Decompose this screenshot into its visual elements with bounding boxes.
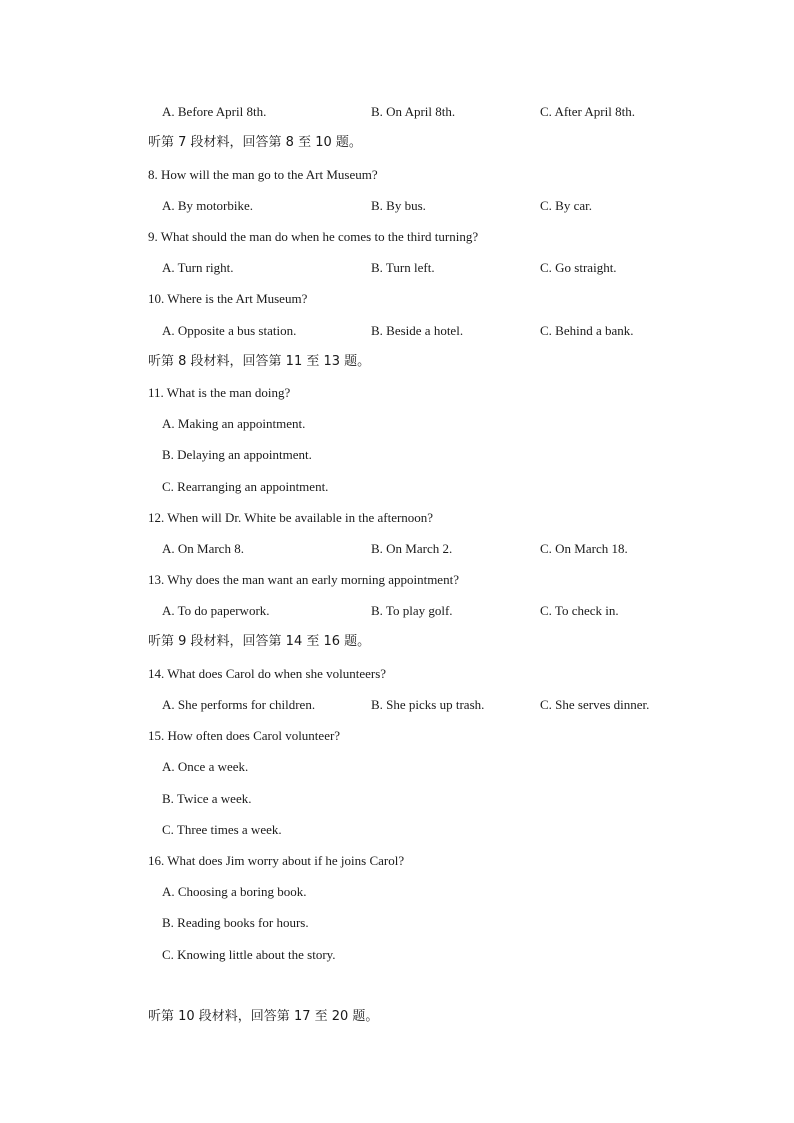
option-b: B. Reading books for hours.: [162, 915, 309, 930]
question-13: 13. Why does the man want an early morning appointment?: [148, 572, 459, 587]
section-heading: 听第 9 段材料，回答第 14 至 16 题。: [148, 634, 371, 649]
question-11: 11. What is the man doing?: [148, 385, 291, 400]
option-b: B. On March 2.: [371, 541, 453, 556]
option-a: A. Choosing a boring book.: [162, 884, 307, 899]
option-b: B. Turn left.: [371, 260, 435, 275]
option-b: B. She picks up trash.: [371, 697, 485, 712]
section-heading: 听第 8 段材料，回答第 11 至 13 题。: [148, 354, 371, 369]
option-c: C. After April 8th.: [540, 104, 635, 119]
option-c: C. To check in.: [540, 603, 619, 618]
option-a: A. Opposite a bus station.: [162, 323, 297, 338]
option-a: A. She performs for children.: [162, 697, 316, 712]
option-c: C. Knowing little about the story.: [162, 947, 336, 962]
question-16: 16. What does Jim worry about if he joins Carol?: [148, 853, 405, 868]
option-c: C. Three times a week.: [162, 822, 282, 837]
question-15: 15. How often does Carol volunteer?: [148, 728, 341, 743]
option-c: C. She serves dinner.: [540, 697, 650, 712]
option-a: A. On March 8.: [162, 541, 244, 556]
option-b: B. By bus.: [371, 198, 426, 213]
option-a: A. Making an appointment.: [162, 416, 306, 431]
option-a: A. Turn right.: [162, 260, 234, 275]
option-b: B. On April 8th.: [371, 104, 456, 119]
question-8: 8. How will the man go to the Art Museum?: [148, 167, 378, 182]
option-c: C. Go straight.: [540, 260, 617, 275]
option-b: B. Delaying an appointment.: [162, 447, 312, 462]
option-c: C. On March 18.: [540, 541, 628, 556]
option-c: C. Rearranging an appointment.: [162, 479, 329, 494]
option-b: B. Twice a week.: [162, 791, 252, 806]
question-9: 9. What should the man do when he comes to the third turning?: [148, 229, 479, 244]
option-a: A. To do paperwork.: [162, 603, 270, 618]
option-a: A. Before April 8th.: [162, 104, 267, 119]
option-b: B. Beside a hotel.: [371, 323, 464, 338]
option-c: C. Behind a bank.: [540, 323, 634, 338]
option-a: A. By motorbike.: [162, 198, 253, 213]
section-heading: 听第 7 段材料，回答第 8 至 10 题。: [148, 135, 362, 150]
question-10: 10. Where is the Art Museum?: [148, 291, 308, 306]
option-b: B. To play golf.: [371, 603, 453, 618]
question-14: 14. What does Carol do when she volunteers?: [148, 666, 387, 681]
section-heading: 听第 10 段材料，回答第 17 至 20 题。: [148, 1009, 379, 1024]
option-a: A. Once a week.: [162, 759, 249, 774]
question-12: 12. When will Dr. White be available in the afternoon?: [148, 510, 434, 525]
option-c: C. By car.: [540, 198, 592, 213]
